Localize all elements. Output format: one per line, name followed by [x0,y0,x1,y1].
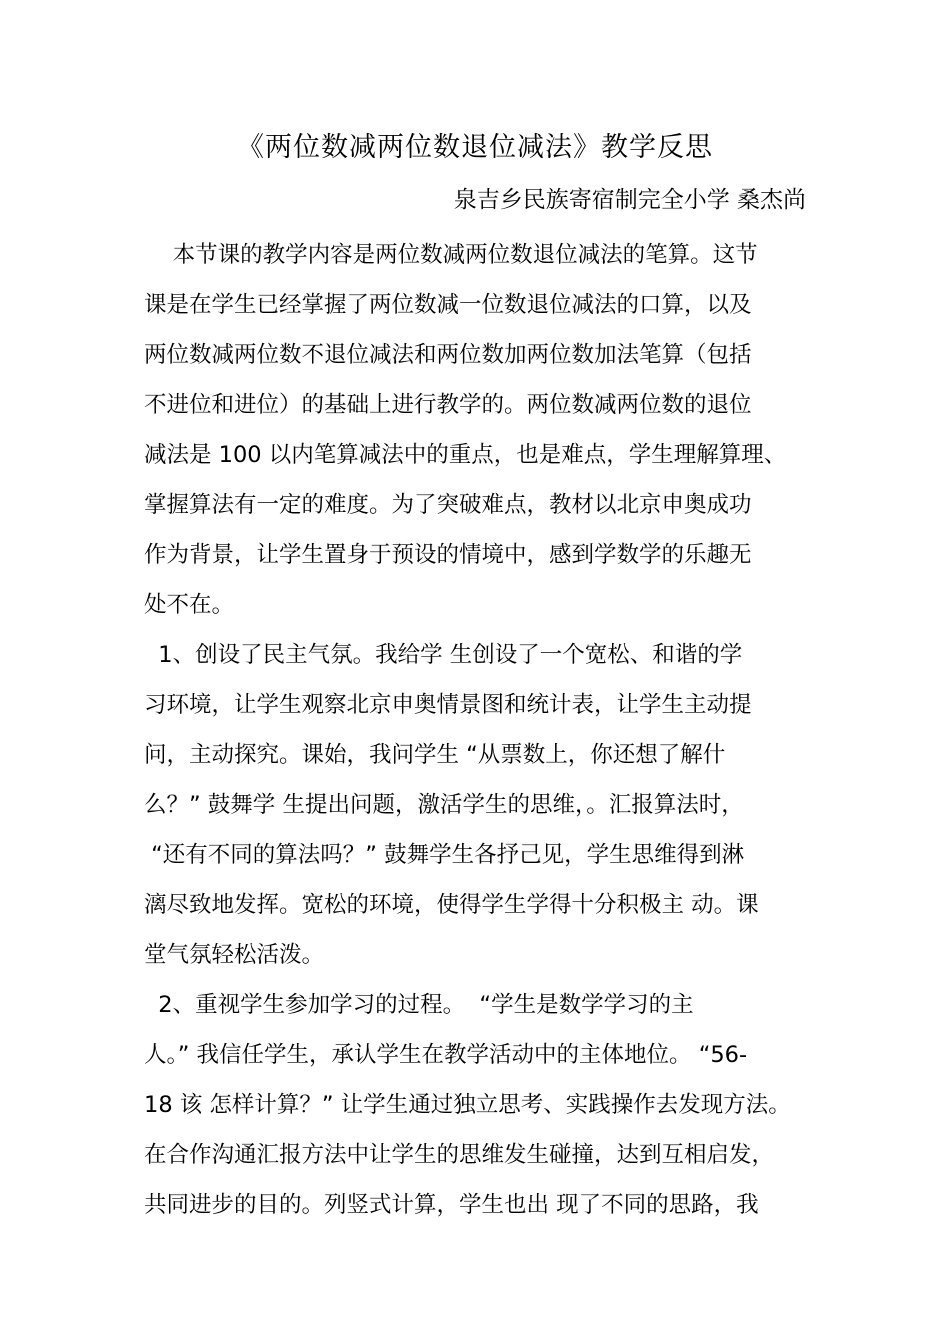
body-line: 不进位和进位）的基础上进行教学的。两位数减两位数的退位 [144,392,752,418]
body-line: “还有不同的算法吗？” 鼓舞学生各抒己见，学生思维得到淋 [144,842,745,868]
body-line: 么？” 鼓舞学 生提出问题，激活学生的思维，。汇报算法时， [144,792,744,818]
body-line: 在合作沟通汇报方法中让学生的思维发生碰撞，达到互相启发， [144,1142,775,1168]
body-line: 人。” 我信任学生，承认学生在教学活动中的主体地位。 “56- [144,1042,748,1068]
body-line: 共同进步的目的。列竖式计算，学生也出 现了不同的思路，我 [144,1192,759,1218]
body-line: 2、重视学生参加学习的过程。 “学生是数学学习的主 [144,992,694,1018]
body-line: 处不在。 [144,592,235,618]
body-line: 习环境，让学生观察北京申奥情景图和统计表，让学生主动提 [144,692,752,718]
body-line: 堂气氛轻松活泼。 [144,942,325,968]
document-author: 泉吉乡民族寄宿制完全小学 桑杰尚 [453,187,806,213]
body-line: 18 该 怎样计算？” 让学生通过独立思考、实践操作去发现方法。 [144,1092,791,1118]
document-title: 《两位数减两位数退位减法》教学反思 [237,132,713,163]
body-line: 掌握算法有一定的难度。为了突破难点，教材以北京申奥成功 [144,492,752,518]
body-line: 本节课的教学内容是两位数减两位数退位减法的笔算。这节 [144,242,758,268]
body-line: 1、创设了民主气氛。我给学 生创设了一个宽松、和谐的学 [144,642,743,668]
body-line: 减法是 100 以内笔算减法中的重点，也是难点，学生理解算理、 [144,442,787,468]
body-line: 课是在学生已经掌握了两位数减一位数退位减法的口算，以及 [144,292,752,318]
body-line: 作为背景，让学生置身于预设的情境中，感到学数学的乐趣无 [144,542,752,568]
body-line: 漓尽致地发挥。宽松的环境，使得学生学得十分积极主 动。课 [144,892,759,918]
body-line: 两位数减两位数不退位减法和两位数加两位数加法笔算（包括 [144,342,752,368]
document-body [144,230,834,1230]
body-line: 问，主动探究。课始，我问学生 “从票数上，你还想了解什 [144,742,726,768]
